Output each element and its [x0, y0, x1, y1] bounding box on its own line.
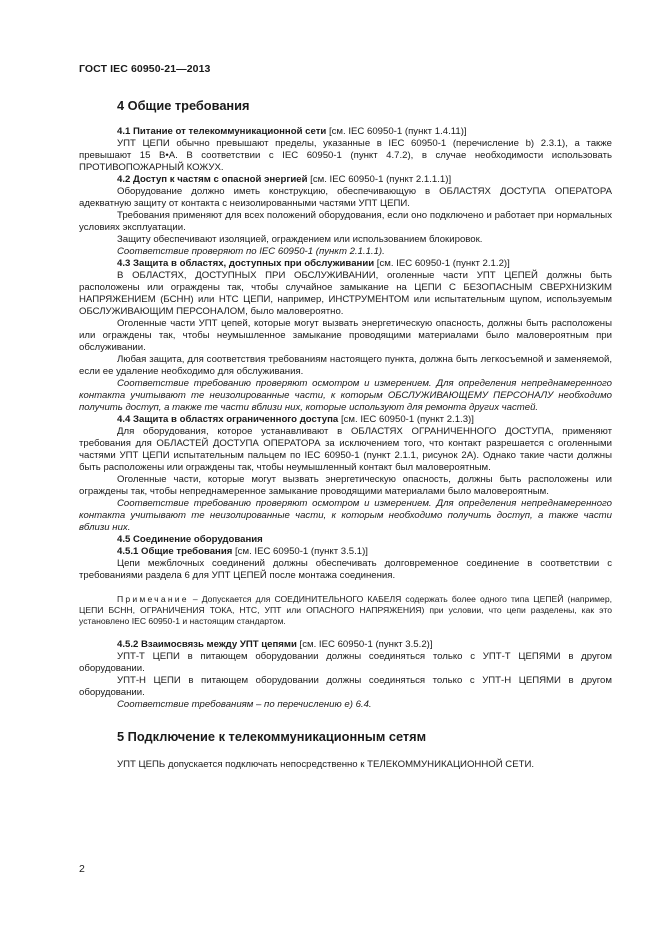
clause-4-5-2-compliance: [79, 699, 612, 711]
clause-4-3-text-3: Любая защита, для соответствия требованиям настоящего пункта, должна быть легкосъемной и заменяемой, если ее удаление необходимо для обслуживания.: [79, 354, 612, 377]
clause-4-4-compliance-text: Соответствие требованию проверяют осмотром и измерением. Для определения непреднамеренного контакта учитывают те неизолированные части, к которым необходимо получить доступ, а также части вблизи них.: [79, 498, 612, 533]
clause-4-2-compliance-text: Соответствие проверяют по IEC 60950-1 (пункт 2.1.1.1).: [117, 246, 385, 257]
clause-4-3-compliance: [79, 378, 612, 414]
section-5-text: УПТ ЦЕПЬ допускается подключать непосредственно к ТЕЛЕКОММУНИКАЦИОННОЙ СЕТИ.: [117, 759, 535, 770]
page-content: [79, 98, 612, 771]
clause-4-2-text-2: Требования применяют для всех положений оборудования, если оно подключено и работает при нормальных условиях эксплуатации.: [79, 210, 612, 233]
clause-4-1: [79, 126, 612, 138]
clause-4-5-2-compliance-text: Соответствие требованиям – по перечислению е) 6.4.: [117, 699, 372, 710]
clause-4-3-compliance-text: Соответствие требованию проверяют осмотром и измерением. Для определения непреднамеренного контакта учитывают те неизолированные части, к которым ОБСЛУЖИВАЮЩЕМУ ПЕРСОНАЛУ необходимо получить доступ, а также те части вблизи них, которые используют для ремонта других частей.: [79, 378, 612, 413]
note-label: Примечание: [117, 594, 189, 604]
clause-4-3-text-1: В ОБЛАСТЯХ, ДОСТУПНЫХ ПРИ ОБСЛУЖИВАНИИ, оголенные части УПТ ЦЕПЕЙ должны быть расположены или ограждены так, чтобы случайное замыкание на ЦЕПИ С БЕЗОПАСНЫМ СВЕРХНИЗКИМ НАПРЯЖЕНИЕМ (БСНН) или НТС ЦЕПИ, например, ИНСТРУМЕНТОМ или испытательным щупом, используемым ОБСЛУЖИВАЮЩИМ ПЕРСОНАЛОМ, было маловероятно.: [79, 270, 612, 317]
clause-4-2-compliance: [79, 246, 612, 258]
note: [79, 594, 612, 627]
note-text: – Допускается для СОЕДИНИТЕЛЬНОГО КАБЕЛЯ содержать более одного типа ЦЕПЕЙ (например, ЦЕПИ БСНН, ОГРАНИЧЕНИЯ ТОКА, НТС, УПТ или ОПАСНОГО НАПРЯЖЕНИЯ) при условии, что цепи разделены, как это установлено IEC 60950-1 и настоящим стандартом.: [79, 594, 612, 626]
clause-4-2-text-1: Оборудование должно иметь конструкцию, обеспечивающую в ОБЛАСТЯХ ДОСТУПА ОПЕРАТОРА адекватную защиту от контакта с неизолированными частями УПТ ЦЕПИ.: [79, 186, 612, 209]
clause-4-5-1-heading: 4.5.1 Общие требования: [117, 546, 233, 557]
section-4-heading: 4 Общие требования: [117, 98, 250, 113]
clause-4-5-1-text: Цепи межблочных соединений должны обеспечивать долговременное соединение в соответствии с требованиями раздела 6 для УПТ ЦЕПЕЙ после монтажа соединения.: [79, 558, 612, 581]
clause-4-4-ref: [см. IEC 60950-1 (пункт 2.1.3)]: [338, 414, 474, 425]
clause-4-4-text-1: Для оборудования, которое устанавливают в ОБЛАСТЯХ ОГРАНИЧЕННОГО ДОСТУПА, применяют требования для ОБЛАСТЕЙ ДОСТУПА ОПЕРАТОРА за исключением того, что контакт разрешается с оголенными частями УПТ ЦЕПИ испытательным пальцем по IEC 60950-1 (пункт 2.1.1, рисунок 2A). Однако такие части должны быть расположены или ограждены так, чтобы неумышленный контакт был маловероятным.: [79, 426, 612, 473]
clause-4-2-text-3: Защиту обеспечивают изоляцией, ограждением или использованием блокировок.: [117, 234, 483, 245]
clause-4-1-heading: 4.1 Питание от телекоммуникационной сети: [117, 126, 327, 137]
clause-4-4-text-2: Оголенные части, которые могут вызвать энергетическую опасность, должны быть расположены или ограждены так, чтобы непреднамеренное замыкание проводящими материалами было маловероятным.: [79, 474, 612, 497]
clause-4-1-text: УПТ ЦЕПИ обычно превышают пределы, указанные в IEC 60950-1 (перечисление b) 2.3.1), а также превышают 15 В•А. В соответствии с IEC 60950-1 (пункт 4.7.2), в случае необходимости использовать ПРОТИВОПОЖАРНЫЙ КОЖУХ.: [79, 138, 612, 173]
clause-4-3-ref: [см. IEC 60950-1 (пункт 2.1.2)]: [374, 258, 510, 269]
clause-4-5-heading: 4.5 Соединение оборудования: [117, 534, 263, 545]
clause-4-5-2-text-1: УПТ-Т ЦЕПИ в питающем оборудовании должны соединяться только с УПТ-Т ЦЕПЯМИ в другом оборудовании.: [79, 651, 612, 674]
clause-4-3-heading: 4.3 Защита в областях, доступных при обслуживании: [117, 258, 375, 269]
clause-4-2-ref: [см. IEC 60950-1 (пункт 2.1.1.1)]: [307, 174, 452, 185]
clause-4-4: [79, 414, 612, 426]
clause-4-5-1-ref: [см. IEC 60950-1 (пункт 3.5.1)]: [232, 546, 368, 557]
clause-4-5-2-ref: [см. IEC 60950-1 (пункт 3.5.2)]: [296, 639, 433, 650]
clause-4-3: [79, 258, 612, 270]
clause-4-2: [79, 174, 612, 186]
section-5-heading: 5 Подключение к телекоммуникационным сетям: [117, 729, 427, 744]
page-number: 2: [79, 863, 85, 875]
clause-4-5-2: [79, 639, 612, 651]
clause-4-4-heading: 4.4 Защита в областях ограниченного доступа: [117, 414, 339, 425]
clause-4-5-2-text-2: УПТ-Н ЦЕПИ в питающем оборудовании должны соединяться только с УПТ-Н ЦЕПЯМИ в другом оборудовании.: [79, 675, 612, 698]
clause-4-2-heading: 4.2 Доступ к частям с опасной энергией: [117, 174, 308, 185]
clause-4-5-1: [79, 546, 612, 558]
document-header: ГОСТ IEC 60950-21—2013: [79, 63, 211, 75]
clause-4-1-ref: [см. IEC 60950-1 (пункт 1.4.11)]: [326, 126, 467, 137]
clause-4-4-compliance: [79, 498, 612, 534]
clause-4-5: [79, 534, 612, 546]
clause-4-3-text-2: Оголенные части УПТ цепей, которые могут вызвать энергетическую опасность, должны быть расположены или ограждены так, чтобы неумышленное замыкание проводящими материалами было маловероятным при обслуживании.: [79, 318, 612, 353]
clause-4-5-2-heading: 4.5.2 Взаимосвязь между УПТ цепями: [117, 639, 297, 650]
